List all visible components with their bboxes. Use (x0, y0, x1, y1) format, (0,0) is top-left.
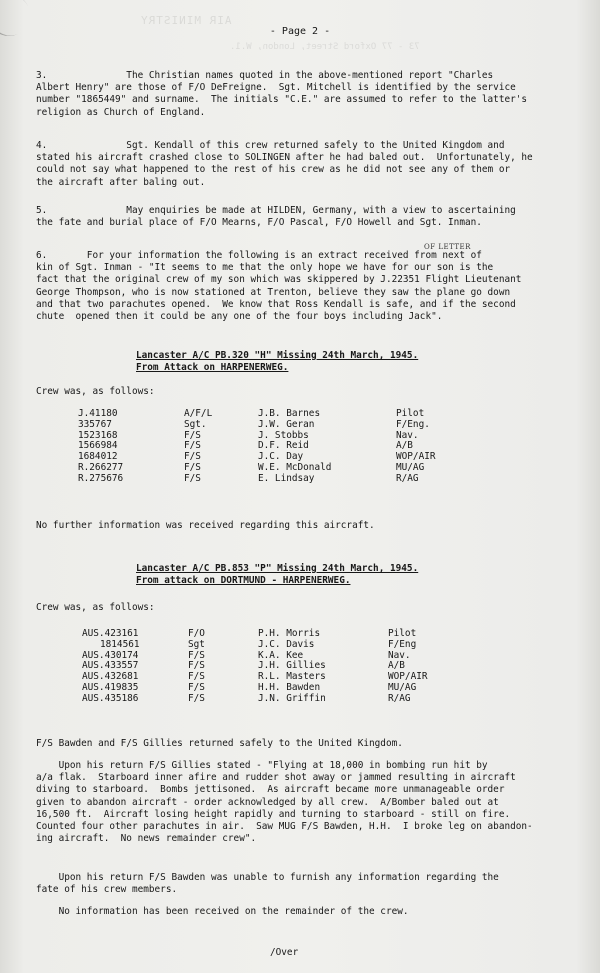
crew-role: Nav. (388, 649, 411, 661)
table-row (82, 671, 542, 682)
bleed-through-heading: AIR MINISTRY (140, 14, 232, 27)
crew-name: J.B. Barnes (258, 408, 321, 419)
rank: F/S (184, 440, 201, 452)
bawden-statement: Upon his return F/S Bawden was unable to furnish any information regarding the fate of his crew members. (36, 872, 499, 896)
crew-name: H.H. Bawden (258, 681, 321, 693)
rank: A/F/L (184, 408, 213, 419)
table-row (82, 660, 542, 671)
crew-role: R/AG (396, 472, 419, 484)
table-row (78, 462, 538, 473)
section1-crew-intro: Crew was, as follows: (36, 386, 155, 397)
section2-title-line2: From attack on DORTMUND - HARPENERWEG. (136, 575, 351, 586)
service-number: 335767 (78, 418, 112, 430)
crew-role: F/Eng (388, 638, 417, 650)
service-number: AUS.433557 (82, 660, 139, 672)
paragraph-6: 6. For your information the following is an extract received from next of kin of Sgt. Inman - "It seems to me that the only hope we have for our son is the fact that the original crew of my son which was skippered by J.22351 Flight Lieutenant George Thompson, who is now stationed at Trenton, believe they saw the plane go down and that two parachutes opened. We know that Ross Kendall is safe, and if the second chute opened then it could be any one of the four boys including Jack". (36, 250, 522, 323)
page-number: - Page 2 - (269, 26, 331, 37)
rank: F/S (184, 429, 201, 441)
service-number: 1523168 (78, 429, 118, 441)
rank: F/S (188, 660, 205, 672)
service-number: AUS.423161 (82, 628, 139, 639)
service-number: J.41180 (78, 408, 118, 419)
section2-crew-table (82, 628, 542, 704)
crew-role: WOP/AIR (388, 671, 428, 683)
service-number: R.275676 (78, 472, 124, 484)
crew-role: A/B (388, 660, 405, 672)
table-row (82, 693, 542, 704)
crew-name: D.F. Reid (258, 440, 309, 452)
section2-crew-intro: Crew was, as follows: (36, 602, 155, 613)
crew-role: F/Eng. (396, 418, 430, 430)
crew-name: K.A. Kee (258, 649, 304, 661)
rank: F/S (188, 692, 205, 704)
section2-title-line1: Lancaster A/C PB.853 "P" Missing 24th March, 1945. (136, 563, 419, 574)
table-row (78, 473, 538, 484)
over-marker: /Over (270, 947, 299, 958)
service-number: AUS.430174 (82, 649, 139, 661)
crew-name: J.C. Day (258, 451, 304, 463)
service-number: AUS.432681 (82, 671, 139, 683)
crew-role: A/B (396, 440, 413, 452)
crew-name: J. Stobbs (258, 429, 309, 441)
crew-name: J.N. Griffin (258, 692, 326, 704)
handwritten-insert: OF LETTER (424, 243, 471, 251)
table-row (82, 628, 542, 639)
crew-name: W.E. McDonald (258, 461, 332, 473)
rank: F/O (188, 628, 205, 639)
crew-role: MU/AG (388, 681, 417, 693)
rank: F/S (184, 461, 201, 473)
service-number: AUS.419835 (82, 681, 139, 693)
table-row (78, 430, 538, 441)
section1-crew-table (78, 408, 538, 484)
section1-title-line2: From Attack on HARPENERWEG. (136, 362, 289, 373)
crew-role: Pilot (388, 628, 417, 639)
crew-role: WOP/AIR (396, 451, 436, 463)
rank: F/S (188, 671, 205, 683)
crew-role: Pilot (396, 408, 425, 419)
service-number: R.266277 (78, 461, 124, 473)
crew-role: Nav. (396, 429, 419, 441)
section2-returned: F/S Bawden and F/S Gillies returned safely to the United Kingdom. (36, 738, 403, 749)
rank: F/S (188, 681, 205, 693)
crew-role: R/AG (388, 692, 411, 704)
service-number: AUS.435186 (82, 692, 139, 704)
table-row (78, 451, 538, 462)
paragraph-4: 4. Sgt. Kendall of this crew returned safely to the United Kingdom and stated his aircraft crashed close to SOLINGEN after he had baled out. Unfortunately, he could not say what happened to the rest of his crew as he did not see any of them or the aircraft after baling out. (36, 140, 533, 188)
service-number: 1814561 (100, 638, 140, 650)
paragraph-3: 3. The Christian names quoted in the above-mentioned report "Charles Albert Henry" are those of F/O DeFreigne. Sgt. Mitchell is identified by the service number "1865449" and surname. The initials "C.E." are assumed to refer to the latter's religion as Church of England. (36, 70, 528, 118)
bleed-through-address: 73 - 77 Oxford Street, London, W.1. (230, 42, 420, 52)
service-number: 1684012 (78, 451, 118, 463)
crew-name: J.H. Gillies (258, 660, 326, 672)
rank: F/S (184, 472, 201, 484)
table-row (82, 639, 542, 650)
table-row (82, 682, 542, 693)
table-row (78, 408, 538, 419)
table-row (78, 419, 538, 430)
crew-role: MU/AG (396, 461, 425, 473)
paragraph-5: 5. May enquiries be made at HILDEN, Germany, with a view to ascertaining the fate and burial place of F/O Mearns, F/O Pascal, F/O Howell and Sgt. Inman. (36, 205, 516, 229)
crew-name: J.C. Davis (258, 638, 315, 650)
rank: F/S (188, 649, 205, 661)
table-row (78, 440, 538, 451)
rank: Sgt (188, 638, 205, 650)
crew-name: P.H. Morris (258, 628, 321, 639)
no-information-note: No information has been received on the remainder of the crew. (36, 906, 409, 917)
service-number: 1566984 (78, 440, 118, 452)
gillies-statement: Upon his return F/S Gillies stated - "Flying at 18,000 in bombing run hit by a/a flak. Starboard inner afire and rudder shot away or jammed resulting in aircraft diving to starboard. Bombs jettisoned. As aircraft became more unmanageable order given to abandon aircraft - order acknowledged by all crew. A/Bomber baled out at 16,500 ft. Aircraft losing height rapidly and turning to starboard - still on fire. Counted four other parachutes in air. Saw MUG F/S Bawden, H.H. I broke leg on abandon- ing aircraft. No news remainder crew". (36, 760, 533, 845)
crew-name: R.L. Masters (258, 671, 326, 683)
table-row (82, 650, 542, 661)
section1-footer: No further information was received regarding this aircraft. (36, 520, 375, 531)
rank: F/S (184, 451, 201, 463)
crew-name: J.W. Geran (258, 418, 315, 430)
section1-title-line1: Lancaster A/C PB.320 "H" Missing 24th March, 1945. (136, 350, 419, 361)
crew-name: E. Lindsay (258, 472, 315, 484)
rank: Sgt. (184, 418, 207, 430)
